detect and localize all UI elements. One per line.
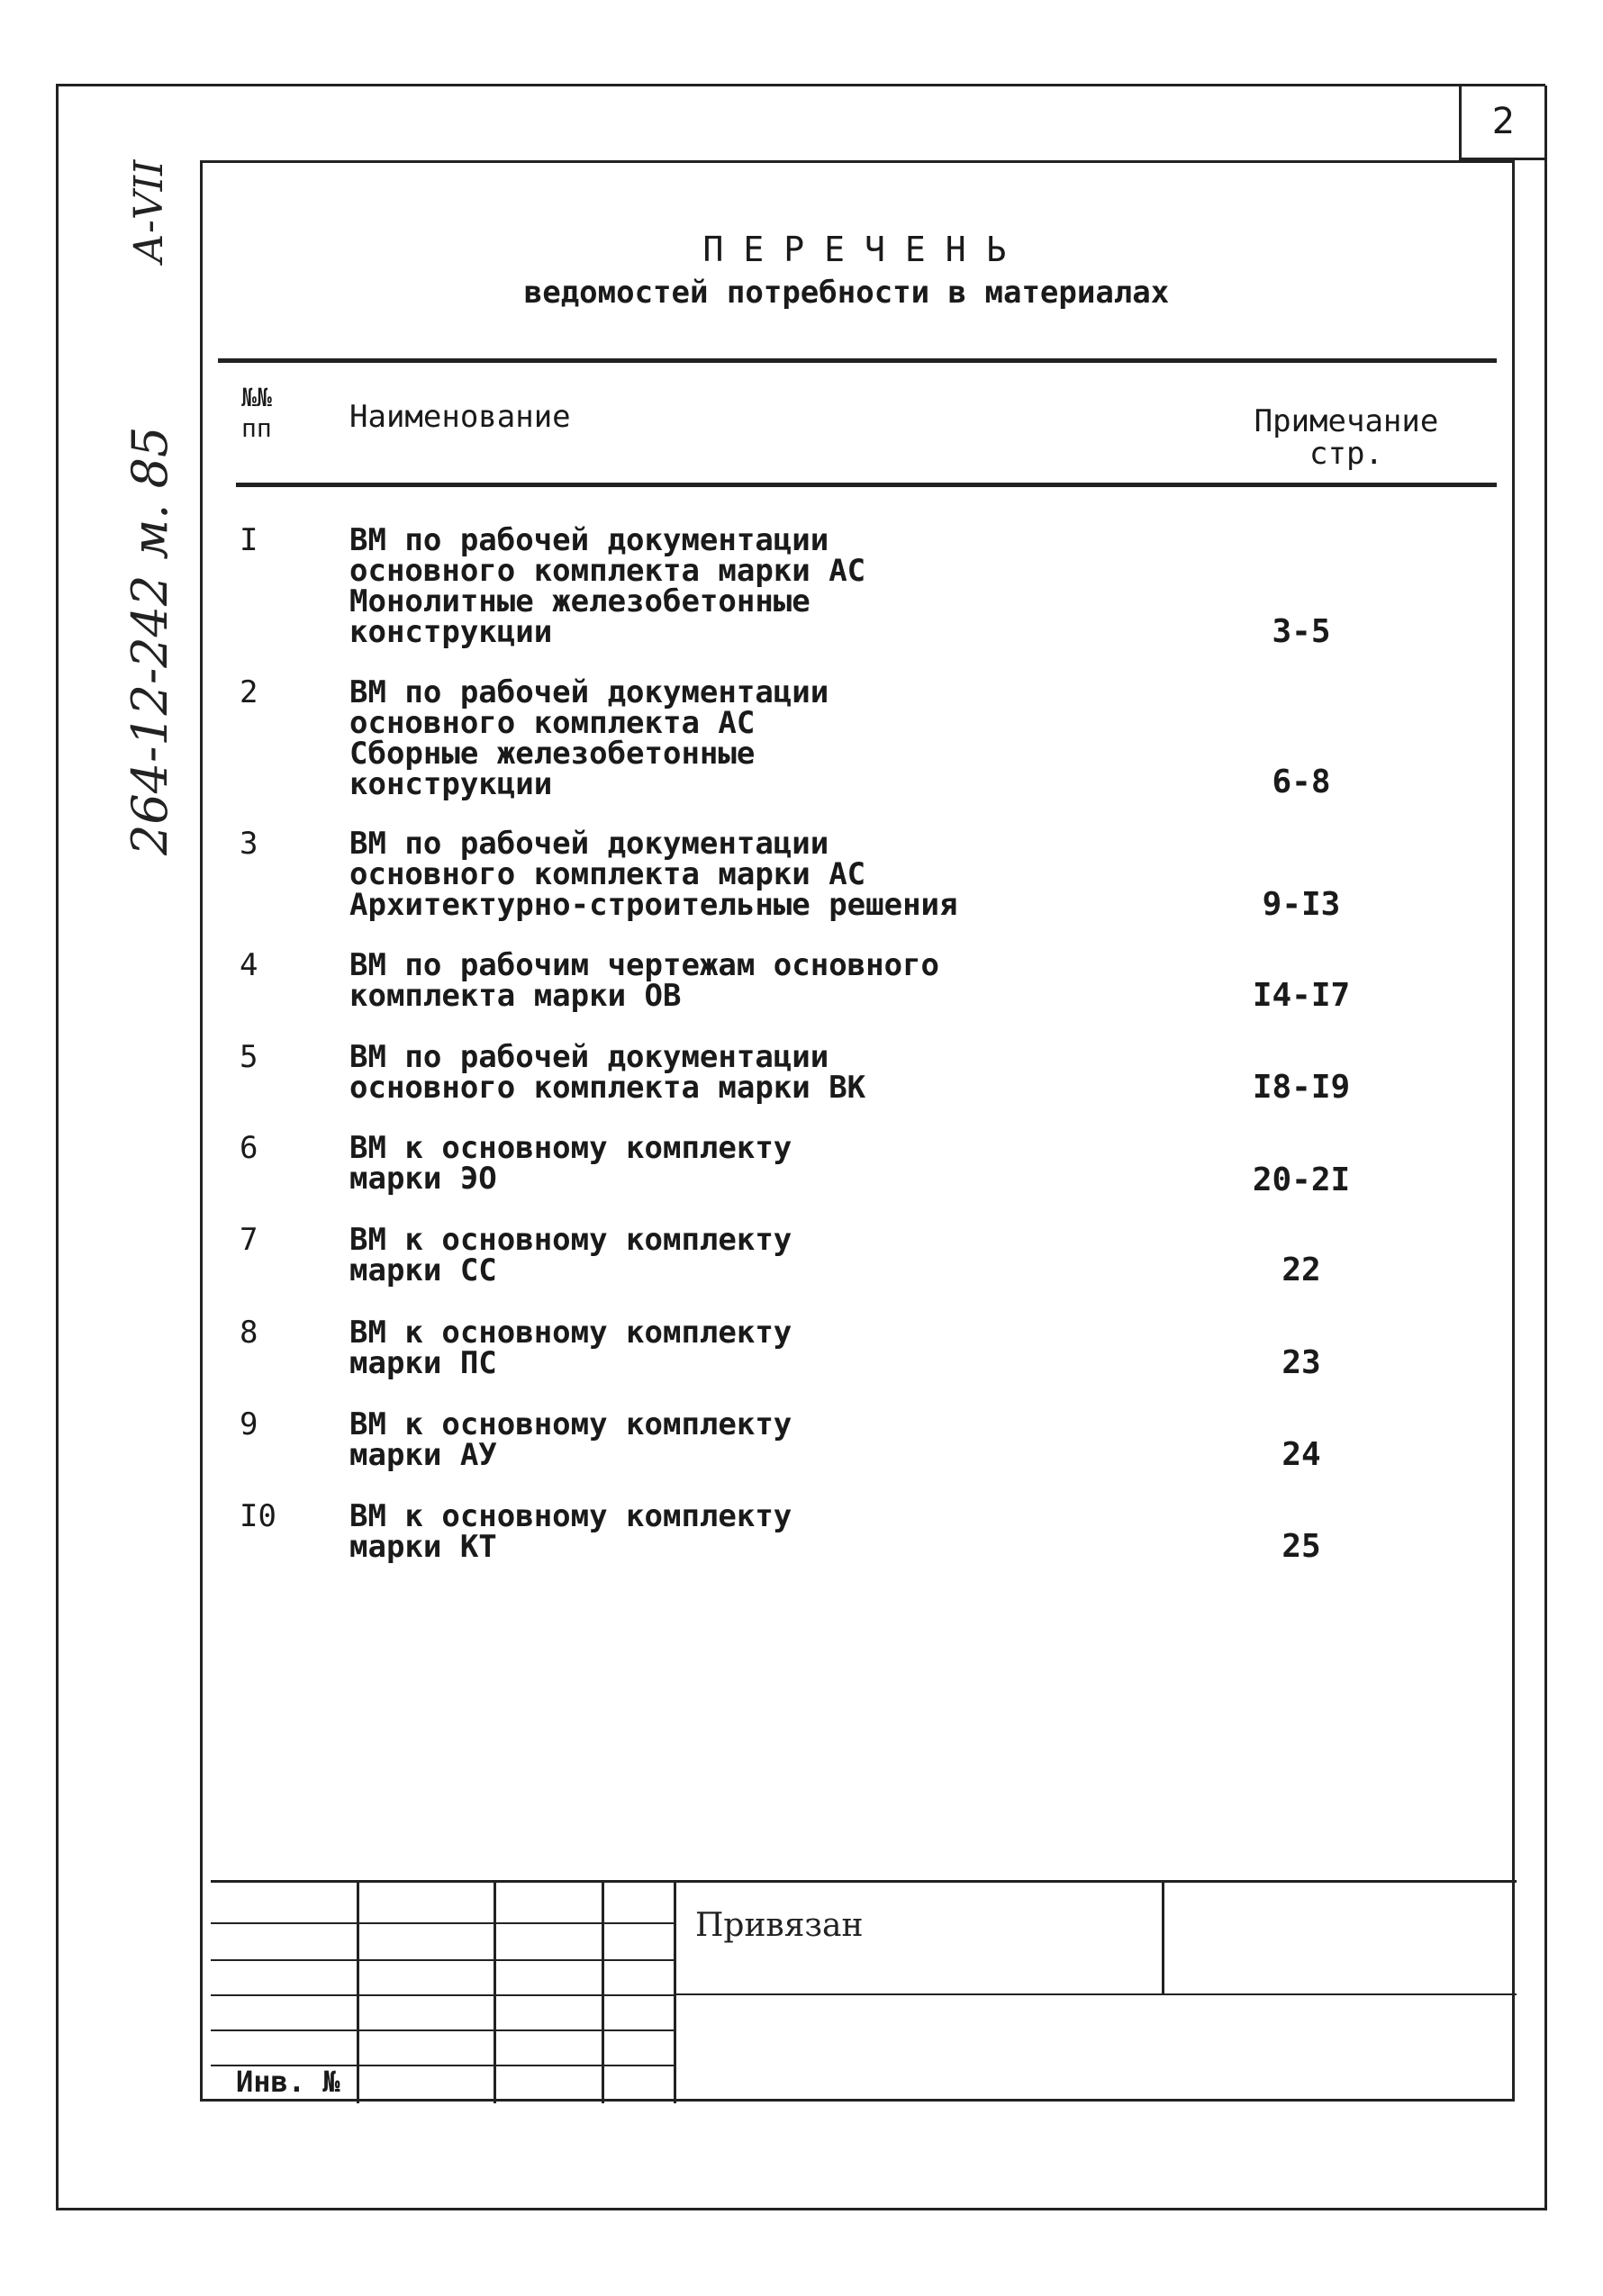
item-pages: I8-I9 <box>1252 1069 1351 1106</box>
item-number: I0 <box>240 1498 276 1534</box>
header-top-rule <box>218 358 1497 363</box>
item-name: ВМ по рабочей документации основного комплекта марки АС Архитектурно-строительные решения <box>349 826 958 923</box>
grid-line <box>211 1994 675 1996</box>
document-title: ПЕРЕЧЕНЬ <box>702 230 1027 269</box>
grid-line <box>211 2029 675 2031</box>
grid-line <box>674 1993 1517 1995</box>
item-name: ВМ к основному комплекту марки АУ <box>349 1406 792 1473</box>
document-subtitle: ведомостей потребности в материалах <box>523 275 1170 311</box>
item-pages: 9-I3 <box>1262 886 1341 923</box>
inventory-number-label: Инв. № <box>236 2065 340 2099</box>
header-bottom-rule <box>236 483 1497 487</box>
item-name: ВМ по рабочим чертежам основного комплекта марки ОВ <box>349 947 940 1014</box>
grid-line <box>674 1880 676 2103</box>
item-number: 6 <box>240 1130 258 1166</box>
item-name: ВМ по рабочей документации основного комплекта АС Сборные железобетонные конструкции <box>349 674 829 802</box>
item-pages: 25 <box>1281 1528 1321 1565</box>
item-name: ВМ к основному комплекту марки ЭО <box>349 1130 792 1197</box>
grid-line <box>211 1922 675 1924</box>
grid-line <box>494 1880 496 2103</box>
grid-line <box>1162 1880 1164 1995</box>
item-pages: I4-I7 <box>1252 977 1351 1014</box>
item-name: ВМ к основному комплекту марки СС <box>349 1222 792 1288</box>
item-number: I <box>240 522 258 558</box>
grid-line <box>357 1880 359 2103</box>
item-pages: 6-8 <box>1272 764 1331 800</box>
item-name: ВМ по рабочей документации основного комплекта марки ВК <box>349 1039 866 1106</box>
grid-line <box>602 1880 604 2103</box>
side-sheet-label: А-VII <box>126 159 172 264</box>
page-number: 2 <box>1459 86 1545 160</box>
item-name: ВМ по рабочей документации основного комплекта марки АС Монолитные железобетонные конструкции <box>349 522 866 650</box>
column-header-name: Наименование <box>349 399 571 435</box>
column-header-number: №№ пп <box>241 383 272 443</box>
item-name: ВМ к основному комплекту марки ПС <box>349 1315 792 1381</box>
item-pages: 22 <box>1281 1252 1321 1288</box>
item-number: 8 <box>240 1315 258 1351</box>
grid-line <box>211 1959 675 1961</box>
item-number: 2 <box>240 674 258 710</box>
column-header-note: Примечание стр. <box>1254 403 1439 472</box>
item-number: 3 <box>240 826 258 862</box>
item-pages: 23 <box>1281 1344 1321 1381</box>
item-pages: 24 <box>1281 1436 1321 1473</box>
item-number: 5 <box>240 1039 258 1075</box>
attached-label: Привязан <box>695 1907 864 1944</box>
side-document-code: 264-12-242 м. 85 <box>122 426 178 855</box>
item-name: ВМ к основному комплекту марки КТ <box>349 1498 792 1565</box>
title-block <box>211 1880 1517 2103</box>
item-number: 7 <box>240 1222 258 1258</box>
item-number: 4 <box>240 947 258 983</box>
item-pages: 3-5 <box>1272 613 1331 650</box>
item-pages: 20-2I <box>1252 1162 1351 1198</box>
item-number: 9 <box>240 1406 258 1442</box>
